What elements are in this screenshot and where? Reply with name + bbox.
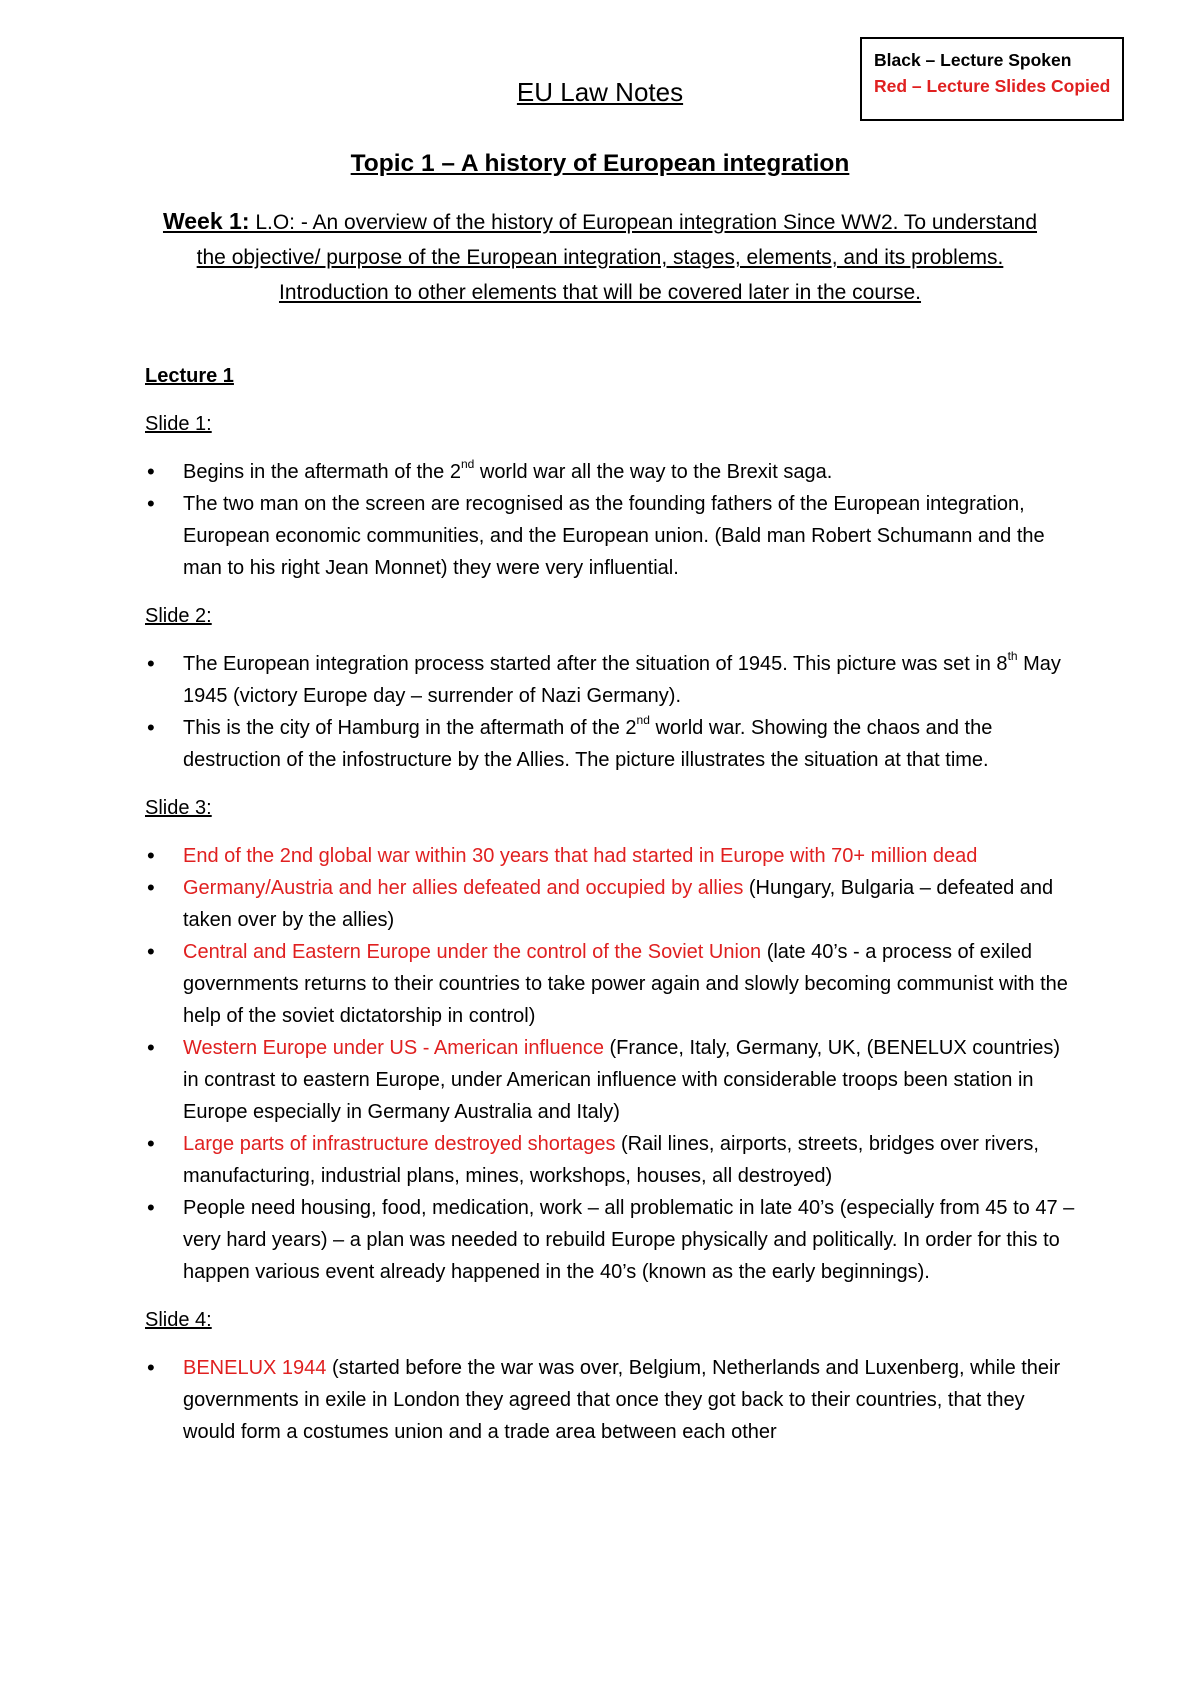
list-item — [145, 872, 1075, 936]
text-segment: world war all the way to the Brexit saga. — [474, 461, 833, 483]
slide-1-list — [145, 456, 1075, 584]
slide-text-red: End of the 2nd global war within 30 years that had started in Europe with 70+ million dead — [183, 845, 978, 867]
legend-black-entry: Black – Lecture Spoken — [874, 50, 1072, 70]
text-segment: This is the city of Hamburg in the aftermath of the 2 — [183, 717, 637, 739]
list-item: • The two man on the screen are recognised as the founding fathers of the European integration, European economic communities, and the European union. (Bald man Robert Schumann and the man to his right Jean Monnet) they were very influential. — [145, 488, 1075, 584]
list-item — [145, 712, 1075, 776]
list-item — [145, 1032, 1075, 1128]
superscript: nd — [636, 713, 650, 728]
week-label: Week 1: — [162, 208, 250, 234]
slide-text-red: Central and Eastern Europe under the control of the Soviet Union — [183, 941, 762, 963]
spoken-text: (started before the war was over, Belgium, Netherlands and Luxenberg, while their governments in exile in London they agreed that once they got back to their countries, that they would form a costumes union and a trade area between each other — [183, 1357, 1061, 1443]
spoken-text: (Hungary, Bulgaria – defeated and taken over by the allies) — [183, 877, 1054, 931]
slide-3-heading: Slide 3: — [145, 797, 212, 819]
legend-red-entry: Red – Lecture Slides Copied — [874, 76, 1111, 96]
list-item — [145, 1128, 1075, 1192]
slide-4-list — [145, 1352, 1075, 1448]
slide-1-heading: Slide 1: — [145, 413, 212, 435]
superscript: th — [1007, 649, 1018, 664]
spoken-text: (Rail lines, airports, streets, bridges over rivers, manufacturing, industrial plans, mines, workshops, houses, all destroyed) — [183, 1133, 1039, 1187]
lecture-heading: Lecture 1 — [145, 365, 234, 387]
slide-text-red: Germany/Austria and her allies defeated and occupied by allies — [183, 877, 744, 899]
slide-2-heading: Slide 2: — [145, 605, 212, 627]
text-segment: The European integration process started after the situation of 1945. This picture was set in 8 — [183, 653, 1008, 675]
week-objectives — [160, 204, 1040, 310]
list-item: • People need housing, food, medication, work – all problematic in late 40’s (especially from 45 to 47 – very hard years) – a plan was needed to rebuild Europe physically and politically. In order for this to happen various event already happened in the 40’s (known as the early beginnings). — [145, 1192, 1075, 1288]
list-item — [145, 840, 1075, 872]
topic-title: Topic 1 – A history of European integration — [350, 150, 850, 177]
list-item — [145, 936, 1075, 1032]
slide-text-red: Western Europe under US - American influence — [183, 1037, 604, 1059]
superscript: nd — [460, 457, 475, 472]
spoken-text: (France, Italy, Germany, UK, (BENELUX countries) in contrast to eastern Europe, under American influence with considerable troops been station in Europe especially in Germany Australia and Italy) — [183, 1037, 1061, 1123]
document-title: EU Law Notes — [516, 77, 684, 107]
list-item — [145, 648, 1075, 712]
text-segment: world war. Showing the chaos and the destruction of the infostructure by the Allies. The picture illustrates the situation at that time. — [183, 717, 993, 771]
slide-2-list — [145, 648, 1075, 776]
text-segment: May 1945 (victory Europe day – surrender of Nazi Germany). — [183, 653, 1061, 707]
slide-text-red: Large parts of infrastructure destroyed shortages — [183, 1133, 616, 1155]
text-segment: Begins in the aftermath of the 2 — [183, 461, 461, 483]
notes-body — [145, 360, 1075, 1448]
slide-3-list — [145, 840, 1075, 1288]
list-item — [145, 456, 1075, 488]
spoken-text: (late 40’s - a process of exiled governments returns to their countries to take power again and slowly becoming communist with the help of the soviet dictatorship in control) — [183, 941, 1068, 1027]
list-item — [145, 1352, 1075, 1448]
slide-4-heading: Slide 4: — [145, 1309, 212, 1331]
week-text: L.O: - An overview of the history of European integration Since WW2. To understand the objective/ purpose of the European integration, stages, elements, and its problems. Introduction to other elements that will be covered later in the course. — [196, 211, 1038, 304]
slide-text-red: BENELUX 1944 — [183, 1357, 327, 1379]
